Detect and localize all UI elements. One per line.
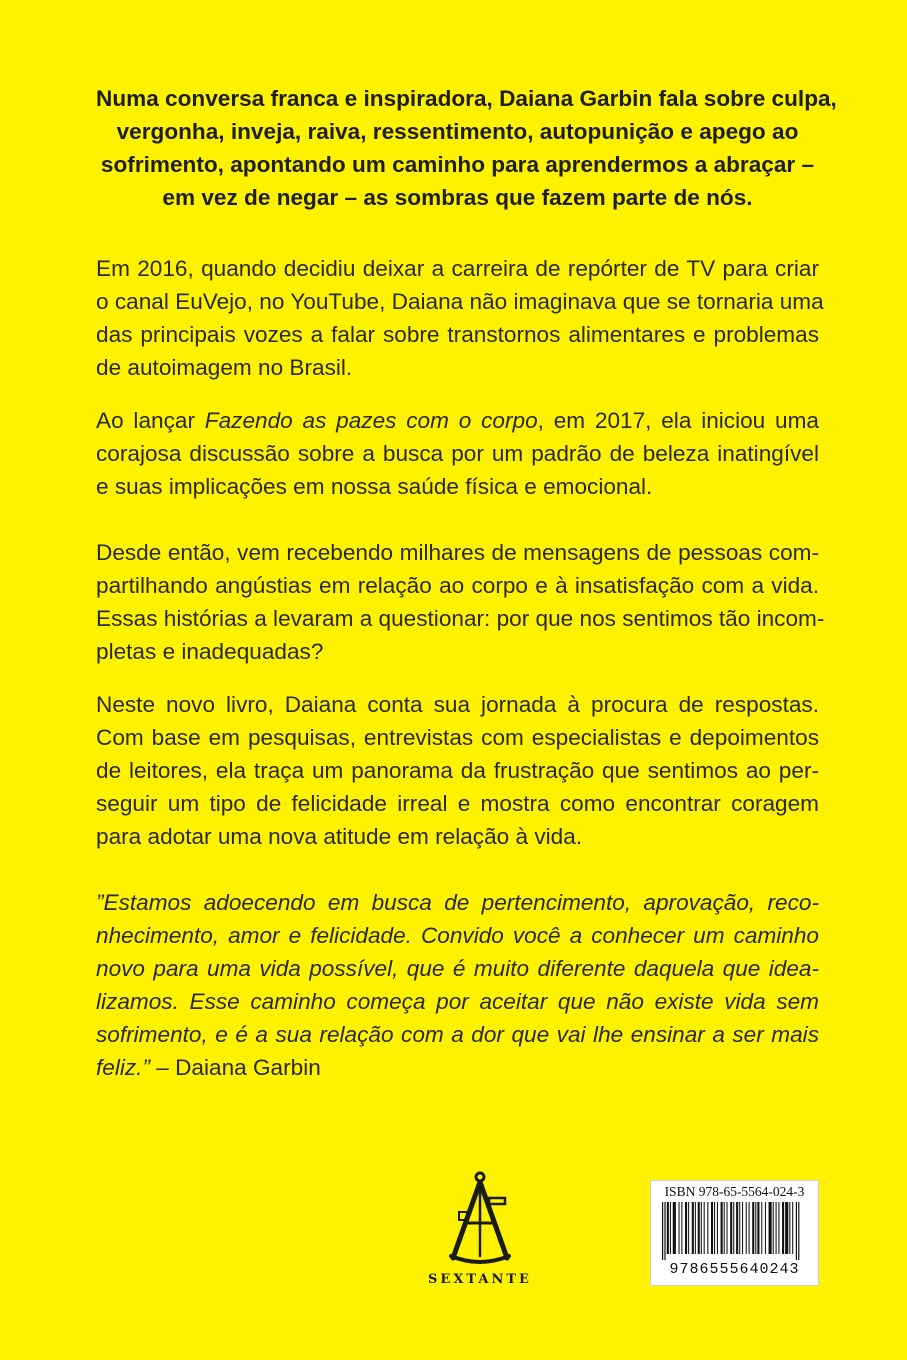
lead-line: sofrimento, apontando um caminho para aprendermos a abraçar – xyxy=(100,152,815,177)
text-line: Em 2016, quando decidiu deixar a carreira de repórter de TV para criar xyxy=(96,256,819,281)
paragraph-2 xyxy=(96,404,819,503)
quote-line xyxy=(96,1051,819,1084)
paragraph-1 xyxy=(96,252,824,384)
paragraph-3 xyxy=(96,536,825,668)
isbn-digits: 9786555640243 xyxy=(669,1261,800,1278)
publisher-name: SEXTANTE xyxy=(428,1272,532,1287)
text-line: de leitores, ela traça um panorama da frustração que sentimos ao per- xyxy=(96,758,819,783)
text-line: de autoimagem no Brasil. xyxy=(96,355,353,380)
lead-line: em vez de negar – as sombras que fazem parte de nós. xyxy=(162,185,753,210)
quote-author: – Daiana Garbin xyxy=(149,1055,321,1080)
barcode xyxy=(650,1180,819,1286)
text-line: Com base em pesquisas, entrevistas com especialistas e depoimentos xyxy=(96,725,819,750)
author-quote xyxy=(96,886,819,1084)
text-line: pletas e inadequadas? xyxy=(96,639,324,664)
lead-paragraph xyxy=(96,82,837,214)
text-line: seguir um tipo de felicidade irreal e mostra como encontrar coragem xyxy=(96,791,819,816)
barcode-bars xyxy=(660,1202,810,1260)
text-line: para adotar uma nova atitude em relação à vida. xyxy=(96,824,583,849)
quote-line: sofrimento, e é a sua relação com a dor que vai lhe ensinar a ser mais xyxy=(96,1022,819,1047)
lead-line: vergonha, inveja, raiva, ressentimento, autopunição e apego ao xyxy=(116,119,799,144)
text-line: Desde então, vem recebendo milhares de mensagens de pessoas com- xyxy=(96,540,819,565)
quote-end: feliz.” xyxy=(96,1055,150,1080)
text-line: corajosa discussão sobre a busca por um padrão de beleza inatingível xyxy=(96,441,819,466)
isbn-label: ISBN 978-65-5564-024-3 xyxy=(664,1184,805,1199)
text-line: partilhando angústias em relação ao corpo e à insatisfação com a vida. xyxy=(96,573,819,598)
book-title: Fazendo as pazes com o corpo xyxy=(204,408,538,433)
quote-line: novo para uma vida possível, que é muito diferente daquela que idea- xyxy=(96,956,819,981)
publisher-logo xyxy=(426,1168,534,1287)
sextant-icon xyxy=(445,1168,515,1268)
text-line xyxy=(96,404,819,437)
text-fragment: , em 2017, ela iniciou uma xyxy=(537,408,820,433)
text-line: Neste novo livro, Daiana conta sua jornada à procura de respostas. xyxy=(96,692,819,717)
text-line: o canal EuVejo, no YouTube, Daiana não imaginava que se tornaria uma xyxy=(96,289,824,314)
text-line: e suas implicações em nossa saúde física e emocional. xyxy=(96,474,653,499)
paragraph-4 xyxy=(96,688,819,853)
text-fragment: Ao lançar xyxy=(96,408,205,433)
quote-line: ”Estamos adoecendo em busca de pertencimento, aprovação, reco- xyxy=(96,890,819,915)
quote-line: lizamos. Esse caminho começa por aceitar que não existe vida sem xyxy=(96,989,819,1014)
text-line: das principais vozes a falar sobre transtornos alimentares e problemas xyxy=(96,322,819,347)
lead-line: Numa conversa franca e inspiradora, Daiana Garbin fala sobre culpa, xyxy=(96,86,837,111)
text-line: Essas histórias a levaram a questionar: por que nos sentimos tão incom- xyxy=(96,606,825,631)
quote-line: nhecimento, amor e felicidade. Convido você a conhecer um caminho xyxy=(96,923,819,948)
